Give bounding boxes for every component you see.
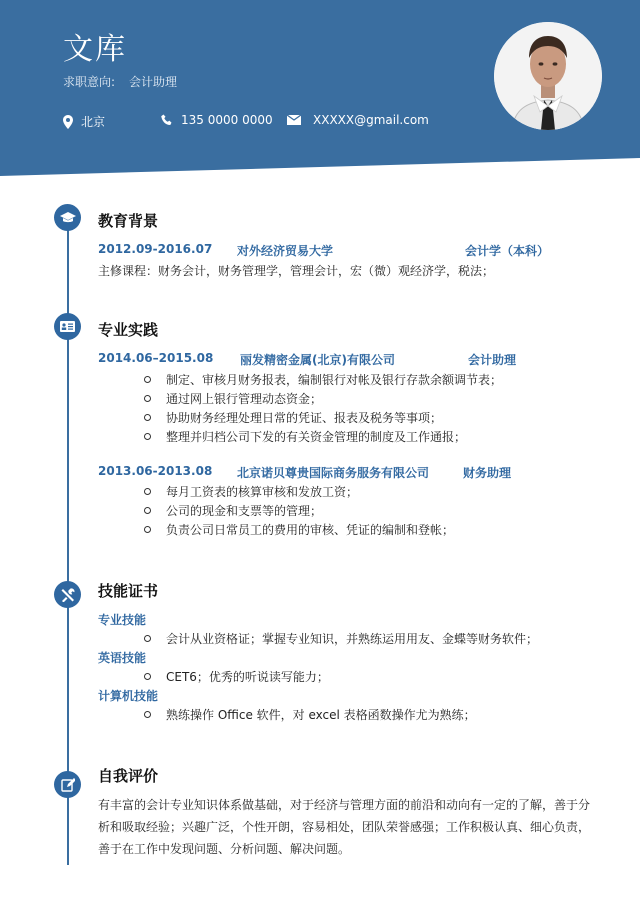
envelope-icon	[287, 115, 301, 125]
education-date: 2012.09-2016.07	[98, 242, 213, 256]
job-2-role: 财务助理	[463, 466, 512, 480]
phone-icon	[161, 114, 173, 126]
profile-photo	[494, 22, 602, 130]
phone-text: 135 0000 0000	[181, 113, 273, 127]
job-2-date: 2013.06-2013.08	[98, 464, 213, 478]
candidate-name: 文库	[63, 32, 127, 67]
email-text: XXXXX@gmail.com	[313, 113, 429, 127]
job-intent-value: 会计助理	[129, 75, 178, 89]
edit-icon	[54, 771, 81, 798]
education-school: 对外经济贸易大学	[237, 244, 334, 258]
education-courses: 主修课程：财务会计，财务管理学，管理会计，宏（微）观经济学，税法；	[98, 264, 495, 278]
id-card-icon	[54, 313, 81, 340]
tools-icon	[54, 581, 81, 608]
job-1-company: 丽发精密金属(北京)有限公司	[240, 353, 395, 367]
skill-item: CET6；优秀的听说读写能力；	[144, 668, 329, 685]
self-evaluation-text: 有丰富的会计专业知识体系做基础，对于经济与管理方面的前沿和动向有一定的了解，善于分析和吸取经验；兴趣广泛，个性开朗，容易相处，团队荣誉感强；工作积极认真、细心负责，善于在工作中发现问题、分析问题、解决问题。	[98, 798, 591, 856]
job-1-duty: 整理并归档公司下发的有关资金管理的制度及工作通报；	[144, 428, 466, 445]
skill-item: 熟练操作 Office 软件，对 excel 表格函数操作尤为熟练；	[144, 706, 476, 723]
job-intent	[63, 73, 177, 90]
job-1-duty: 制定、审核月财务报表，编制银行对帐及银行存款余额调节表；	[144, 371, 502, 388]
job-2-duty: 公司的现金和支票等的管理；	[144, 502, 322, 519]
graduation-cap-icon	[54, 204, 81, 231]
timeline-line	[67, 213, 69, 865]
job-1-duty: 通过网上银行管理动态资金；	[144, 390, 322, 407]
skill-group-label: 专业技能	[98, 613, 147, 627]
city-text: 北京	[81, 115, 106, 129]
education-major: 会计学（本科）	[465, 244, 550, 258]
section-title-self: 自我评价	[98, 767, 159, 785]
contact-city	[63, 113, 105, 130]
location-pin-icon	[63, 115, 73, 129]
job-2-duty: 每月工资表的核算审核和发放工资；	[144, 483, 358, 500]
contact-email	[287, 113, 429, 127]
section-title-practice: 专业实践	[98, 321, 159, 339]
skill-group-label: 计算机技能	[98, 689, 159, 703]
job-1-date: 2014.06–2015.08	[98, 351, 214, 365]
job-1-role: 会计助理	[468, 353, 517, 367]
job-2-duty: 负责公司日常员工的费用的审核、凭证的编制和登帐；	[144, 521, 454, 538]
skill-item: 会计从业资格证；掌握专业知识，并熟练运用用友、金蝶等财务软件；	[144, 630, 538, 647]
contact-phone	[161, 113, 273, 127]
section-title-skills: 技能证书	[98, 582, 159, 600]
resume-header	[0, 0, 640, 180]
skill-group-label: 英语技能	[98, 651, 147, 665]
job-1-duty: 协助财务经理处理日常的凭证、报表及税务等事项；	[144, 409, 442, 426]
job-2-company: 北京诺贝尊贵国际商务服务有限公司	[237, 466, 430, 480]
job-intent-label: 求职意向:	[63, 75, 116, 89]
section-title-education: 教育背景	[98, 212, 159, 230]
